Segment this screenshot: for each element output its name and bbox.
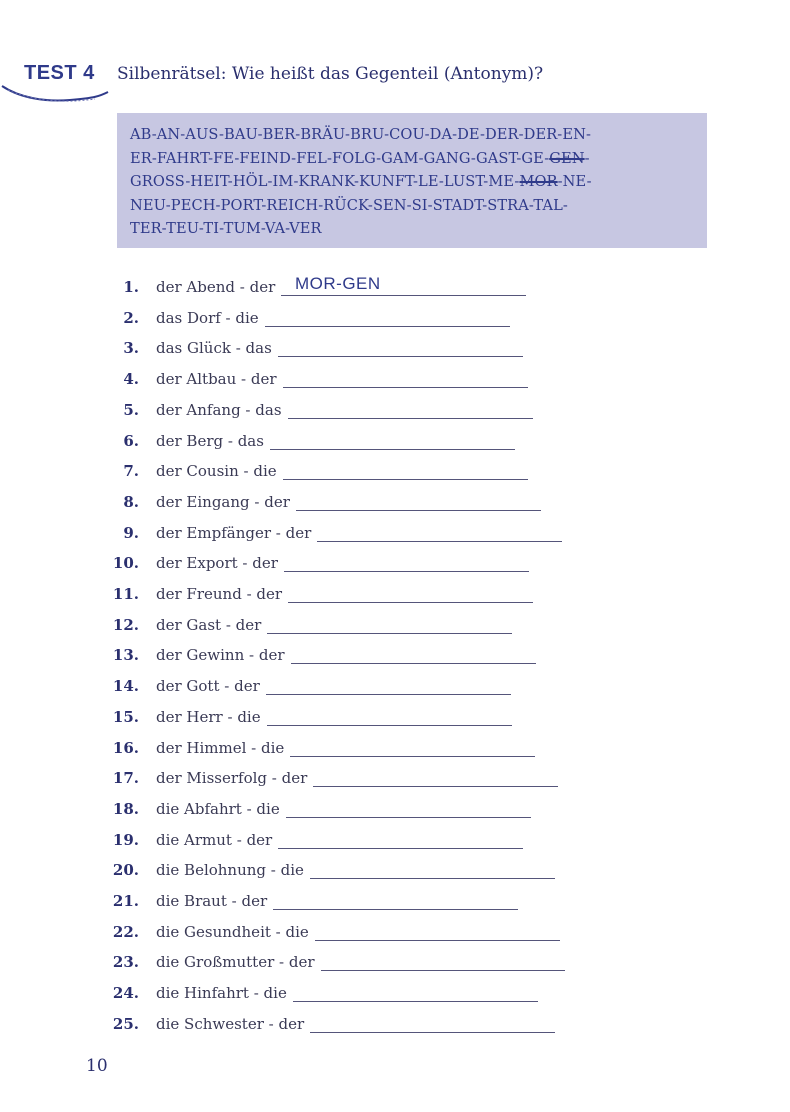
item-number: 2. bbox=[123, 308, 139, 327]
item-prompt: die Abfahrt - die bbox=[156, 799, 280, 818]
syllable-text: TER-TEU-TI-TUM-VA-VER bbox=[130, 220, 322, 237]
item-number: 1. bbox=[123, 278, 139, 296]
answer-blank[interactable] bbox=[291, 663, 536, 664]
exercise-row bbox=[0, 888, 790, 912]
answer-blank[interactable] bbox=[278, 848, 523, 849]
item-prompt: der Gewinn - der bbox=[156, 646, 285, 665]
crossed-out-syllable: MOR bbox=[519, 173, 558, 190]
item-prompt: der Abend - der bbox=[156, 278, 276, 296]
item-prompt: die Großmutter - der bbox=[156, 953, 315, 972]
answer-blank[interactable] bbox=[278, 356, 523, 357]
item-prompt: die Hinfahrt - die bbox=[156, 984, 287, 1003]
item-number: 21. bbox=[112, 892, 139, 910]
item-number: 25. bbox=[112, 1014, 139, 1033]
answer-blank[interactable] bbox=[293, 1001, 538, 1002]
syllable-box bbox=[117, 113, 707, 248]
exercise-row bbox=[0, 642, 790, 666]
item-number: 11. bbox=[112, 585, 139, 603]
exercise-row bbox=[0, 397, 790, 421]
exercise-row bbox=[0, 857, 790, 881]
syllable-text: ER-FAHRT-FE-FEIND-FEL-FOLG-GAM-GANG-GAST-GE- bbox=[130, 149, 550, 167]
syllable-text: -NE- bbox=[557, 173, 592, 190]
item-number: 13. bbox=[112, 646, 139, 665]
page-header bbox=[0, 60, 790, 110]
answer-blank[interactable] bbox=[273, 909, 518, 910]
item-prompt: der Export - der bbox=[156, 554, 278, 573]
exercise-row bbox=[0, 428, 790, 452]
answer-blank[interactable] bbox=[283, 387, 528, 388]
answer-blank[interactable] bbox=[270, 449, 515, 450]
item-prompt: die Schwester - der bbox=[156, 1014, 305, 1033]
item-prompt: der Himmel - die bbox=[156, 738, 285, 757]
syllable-line-2 bbox=[130, 147, 697, 171]
exercise-row bbox=[0, 581, 790, 605]
item-number: 23. bbox=[112, 953, 139, 972]
syllable-text: AB-AN-AUS-BAU-BER-BRÄU-BRU-COU-DA-DE-DER-DER-EN- bbox=[130, 126, 591, 143]
answer-blank[interactable] bbox=[281, 295, 526, 296]
item-prompt: die Belohnung - die bbox=[156, 861, 304, 880]
answer-blank[interactable] bbox=[267, 725, 512, 726]
item-prompt: der Freund - der bbox=[156, 585, 283, 603]
answer-blank[interactable] bbox=[288, 418, 533, 419]
item-prompt: das Glück - das bbox=[156, 339, 272, 358]
answer-blank[interactable] bbox=[296, 510, 541, 511]
handwritten-answer: MOR-GEN bbox=[295, 274, 381, 293]
item-prompt: der Herr - die bbox=[156, 707, 261, 726]
answer-blank[interactable] bbox=[267, 633, 512, 634]
exercise-row bbox=[0, 765, 790, 789]
item-prompt: die Braut - der bbox=[156, 892, 268, 910]
answer-blank[interactable] bbox=[266, 694, 511, 695]
answer-blank[interactable] bbox=[290, 756, 535, 757]
exercise-row bbox=[0, 612, 790, 636]
answer-blank[interactable] bbox=[284, 571, 529, 572]
item-number: 17. bbox=[112, 769, 139, 788]
item-number: 6. bbox=[123, 431, 139, 450]
answer-blank[interactable] bbox=[288, 602, 533, 603]
item-prompt: der Altbau - der bbox=[156, 370, 277, 389]
exercise-row bbox=[0, 796, 790, 820]
exercise-row bbox=[0, 335, 790, 359]
exercise-row bbox=[0, 949, 790, 973]
syllable-line-3 bbox=[130, 170, 697, 194]
answer-blank[interactable] bbox=[265, 326, 510, 327]
item-number: 14. bbox=[112, 677, 139, 696]
swoosh-decoration-icon bbox=[0, 80, 110, 110]
exercise-row bbox=[0, 1011, 790, 1035]
answer-blank[interactable] bbox=[310, 878, 555, 879]
exercise-row bbox=[0, 704, 790, 728]
test-label: TEST 4 bbox=[24, 62, 95, 84]
item-number: 20. bbox=[112, 861, 139, 880]
item-prompt: der Berg - das bbox=[156, 431, 264, 450]
item-number: 9. bbox=[123, 523, 139, 542]
exercise-row bbox=[0, 673, 790, 697]
answer-blank[interactable] bbox=[317, 541, 562, 542]
item-number: 15. bbox=[112, 707, 139, 726]
item-number: 24. bbox=[112, 984, 139, 1003]
exercise-title: Silbenrätsel: Wie heißt das Gegenteil (Antonym)? bbox=[117, 64, 544, 84]
syllable-line-4 bbox=[130, 194, 697, 218]
syllable-text: NEU-PECH-PORT-REICH-RÜCK-SEN-SI-STADT-STRA-TAL- bbox=[130, 196, 568, 214]
exercise-row bbox=[0, 735, 790, 759]
item-prompt: die Armut - der bbox=[156, 830, 273, 849]
answer-blank[interactable] bbox=[321, 970, 565, 971]
answer-blank[interactable] bbox=[313, 786, 558, 787]
exercise-row bbox=[0, 550, 790, 574]
exercise-row bbox=[0, 274, 790, 298]
item-number: 10. bbox=[112, 554, 139, 573]
item-prompt: der Eingang - der bbox=[156, 492, 290, 511]
item-prompt: der Empfänger - der bbox=[156, 523, 312, 542]
syllable-line-5 bbox=[130, 217, 697, 241]
item-prompt: der Misserfolg - der bbox=[156, 769, 308, 788]
syllable-text: GROSS-HEIT-HÖL-IM-KRANK-KUNFT-LE-LUST-ME- bbox=[130, 173, 520, 190]
item-prompt: der Anfang - das bbox=[156, 400, 282, 419]
syllable-line-1 bbox=[130, 123, 697, 147]
page-number: 10 bbox=[86, 1056, 108, 1076]
item-number: 18. bbox=[112, 799, 139, 818]
exercise-row bbox=[0, 980, 790, 1004]
exercise-row bbox=[0, 827, 790, 851]
crossed-out-syllable: GEN bbox=[549, 149, 585, 167]
exercise-row bbox=[0, 919, 790, 943]
item-number: 12. bbox=[112, 615, 139, 634]
exercise-row bbox=[0, 520, 790, 544]
exercise-row bbox=[0, 458, 790, 482]
item-number: 4. bbox=[123, 370, 139, 389]
syllable-text: - bbox=[584, 149, 590, 167]
answer-blank[interactable] bbox=[283, 479, 528, 480]
item-number: 3. bbox=[123, 339, 139, 358]
item-number: 16. bbox=[112, 738, 139, 757]
item-number: 5. bbox=[123, 400, 139, 419]
exercise-row bbox=[0, 305, 790, 329]
item-prompt: der Cousin - die bbox=[156, 462, 277, 481]
item-number: 19. bbox=[112, 830, 139, 849]
item-prompt: die Gesundheit - die bbox=[156, 922, 309, 941]
item-number: 22. bbox=[112, 922, 139, 941]
exercise-row bbox=[0, 489, 790, 513]
exercise-row bbox=[0, 366, 790, 390]
answer-blank[interactable] bbox=[315, 940, 560, 941]
item-prompt: der Gast - der bbox=[156, 615, 262, 634]
item-prompt: der Gott - der bbox=[156, 677, 260, 696]
answer-blank[interactable] bbox=[310, 1032, 555, 1033]
answer-blank[interactable] bbox=[286, 817, 531, 818]
item-number: 7. bbox=[123, 462, 139, 481]
item-number: 8. bbox=[123, 492, 139, 511]
item-prompt: das Dorf - die bbox=[156, 308, 259, 327]
